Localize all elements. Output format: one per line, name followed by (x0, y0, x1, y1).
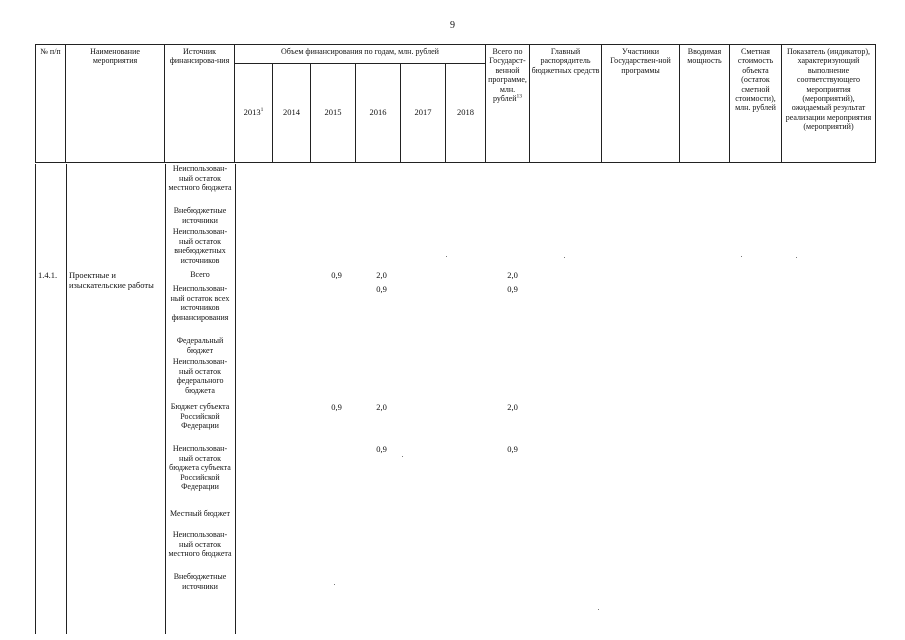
header-year-2015: 2015 (311, 64, 356, 163)
header-total: Всего по Государст-венной программе, млн. рублей$^{13}$ (486, 45, 530, 163)
scan-speck (334, 584, 335, 585)
scan-speck (796, 257, 797, 258)
header-participants: Участники Государствен-ной программы (602, 45, 680, 163)
page-number: 9 (450, 20, 455, 31)
source-label: Внебюджетные источники (173, 572, 227, 591)
value-total: 0,9 (507, 444, 518, 454)
header-manager: Главный распорядитель бюджетных средств (530, 45, 602, 163)
value-total: 2,0 (507, 402, 518, 412)
header-capacity: Вводимая мощность (680, 45, 730, 163)
value-total: 0,9 (507, 284, 518, 294)
header-year-2014: 2014 (273, 64, 311, 163)
header-estimated-cost: Сметная стоимость объекта (остаток сметной стоимости), млн. рублей (730, 45, 782, 163)
source-label: Неиспользован-ный остаток бюджета субъекта Российской Федерации (169, 444, 231, 492)
source-label: Федеральный бюджет (176, 336, 224, 355)
header-financing-group: Объем финансирования по годам, млн. рублей (235, 45, 486, 64)
table-header (35, 44, 876, 163)
header-year-2013: 2013$^1$ (235, 64, 273, 163)
source-label: Внебюджетные источники (173, 206, 227, 225)
value-2016: 2,0 (376, 270, 387, 280)
scan-speck (741, 256, 742, 257)
scan-speck (564, 257, 565, 258)
source-label: Неиспользован-ный остаток местного бюджета (168, 530, 232, 559)
scan-speck (598, 609, 599, 610)
row-name: Проектные и изыскательские работы (69, 270, 154, 290)
scan-speck (402, 456, 403, 457)
source-label: Неиспользован-ный остаток федерального бюджета (172, 357, 228, 395)
column-divider (235, 164, 236, 634)
header-indicator: Показатель (индикатор), характеризующий выполнение соответствующего мероприятия (мероприятий), ожидаемый результат реализации мероприятия (мероприятий) (782, 45, 876, 163)
value-2016: 0,9 (376, 444, 387, 454)
header-name: Наименование мероприятия (66, 45, 165, 163)
header-year-2016: 2016 (356, 64, 401, 163)
source-label: Неиспользован-ный остаток местного бюджета (168, 164, 232, 193)
column-divider (66, 164, 67, 634)
source-label: Всего (190, 270, 210, 279)
value-2015: 0,9 (331, 402, 342, 412)
value-2016: 0,9 (376, 284, 387, 294)
value-2015: 0,9 (331, 270, 342, 280)
header-year-2017: 2017 (401, 64, 446, 163)
source-label: Неиспользован-ный остаток всех источников финансирования (170, 284, 230, 322)
source-label: Бюджет субъекта Российской Федерации (170, 402, 230, 431)
header-year-2018: 2018 (446, 64, 486, 163)
source-label: Местный бюджет (170, 509, 230, 518)
scan-speck (446, 256, 447, 257)
table-body (35, 164, 886, 634)
source-label: Неиспользован-ный остаток внебюджетных источников (172, 227, 228, 265)
row-code: 1.4.1. (38, 270, 58, 280)
value-total: 2,0 (507, 270, 518, 280)
header-source: Источник финансирова-ния (165, 45, 235, 163)
header-num: № п/п (36, 45, 66, 163)
value-2016: 2,0 (376, 402, 387, 412)
